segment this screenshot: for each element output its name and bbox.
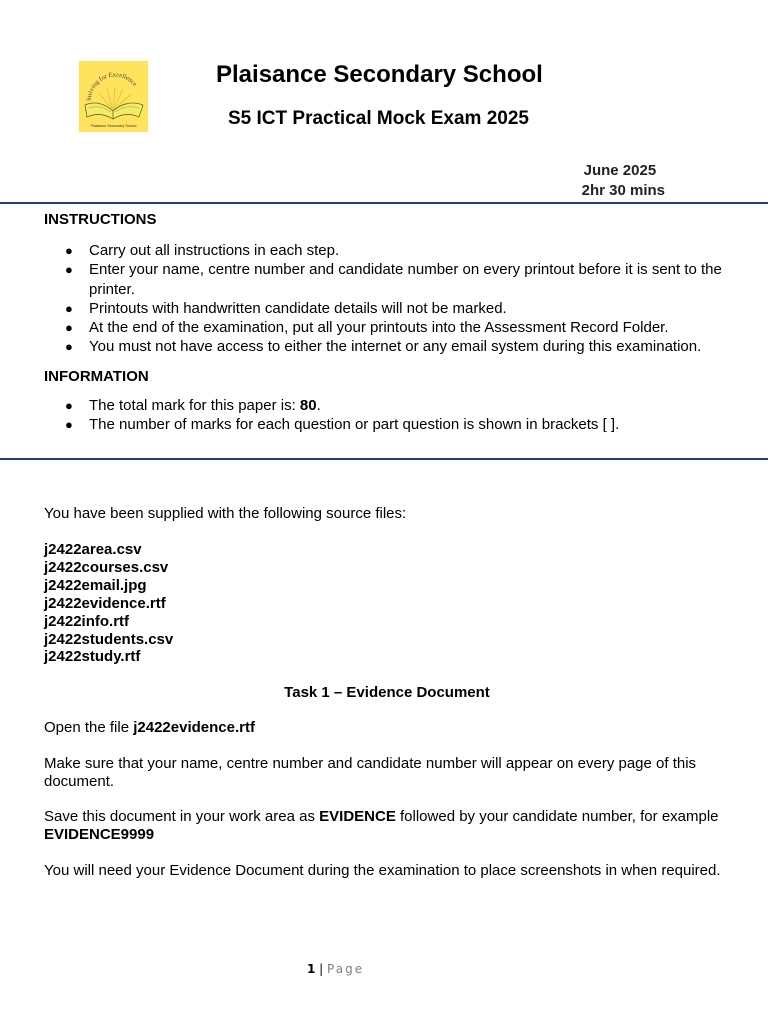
save-keyword: EVIDENCE [319, 808, 396, 825]
bullet-icon: ● [65, 417, 73, 433]
bullet-icon: ● [65, 300, 73, 316]
task1-need-note: You will need your Evidence Document during the examination to place screenshots in when required. [44, 862, 721, 879]
information-heading: INFORMATION [44, 368, 149, 385]
school-logo [79, 61, 148, 132]
task1-open-instruction: Open the file j2422evidence.rtf [44, 719, 255, 736]
exam-title: S5 ICT Practical Mock Exam 2025 [228, 108, 529, 129]
task1-make-sure: Make sure that your name, centre number and candidate number will appear on every page of this document. [44, 755, 697, 790]
bullet-icon: ● [65, 398, 73, 413]
instruction-item: ● You must not have access to either the internet or any email system during this examination. [65, 338, 702, 356]
source-file: j2422email.jpg [44, 576, 147, 594]
exam-date: June 2025 [583, 162, 657, 179]
source-file-list [44, 541, 173, 666]
logo-caption: Plaisance Secondary School [90, 124, 137, 128]
source-intro: You have been supplied with the following source files: [44, 505, 407, 522]
section-divider [0, 458, 768, 460]
information-item: ● The total mark for this paper is: 80. [65, 397, 321, 414]
instructions-heading: INSTRUCTIONS [44, 211, 157, 228]
task1-heading: Task 1 – Evidence Document [284, 684, 490, 701]
source-file: j2422info.rtf [44, 612, 130, 630]
bullet-icon: ● [65, 262, 73, 278]
evidence-filename: j2422evidence.rtf [133, 719, 255, 736]
instructions-list [0, 241, 729, 357]
exam-duration: 2hr 30 mins [581, 182, 665, 199]
information-item: ● The number of marks for each question or part question is shown in brackets [ ]. [65, 416, 620, 434]
source-file: j2422study.rtf [44, 648, 141, 666]
source-file: j2422evidence.rtf [44, 594, 166, 612]
header-divider [0, 202, 768, 204]
page-footer [307, 962, 364, 976]
instruction-item: ● Carry out all instructions in each step. [65, 242, 340, 259]
page-separator: | [315, 962, 328, 976]
instruction-item: ● Printouts with handwritten candidate details will not be marked. [65, 299, 507, 317]
source-file: j2422area.csv [44, 541, 142, 558]
school-name: Plaisance Secondary School [216, 61, 543, 88]
information-list [0, 396, 729, 435]
save-example: EVIDENCE9999 [44, 826, 155, 843]
instruction-item: ● At the end of the examination, put all your printouts into the Assessment Record Folder. [65, 319, 669, 337]
bullet-icon: ● [65, 339, 73, 355]
page-label: Page [327, 962, 365, 976]
instruction-item: ● Enter your name, centre number and candidate number on every printout before it is sent to the printer. [65, 261, 722, 298]
total-mark: 80 [299, 397, 317, 414]
source-file: j2422students.csv [44, 630, 174, 648]
page-number: 1 [307, 962, 316, 976]
svg-text:Striving for Excellence [86, 72, 138, 102]
exam-meta [582, 161, 665, 201]
logo-motto: Striving for Excellence [85, 71, 139, 102]
source-file: j2422courses.csv [44, 558, 169, 576]
task1-save-instruction: Save this document in your work area as EVIDENCE followed by your candidate number, for example EVIDENCE9999 [44, 808, 719, 843]
bullet-icon: ● [65, 243, 73, 258]
open-book-logo-icon [79, 61, 148, 132]
bullet-icon: ● [65, 320, 73, 336]
